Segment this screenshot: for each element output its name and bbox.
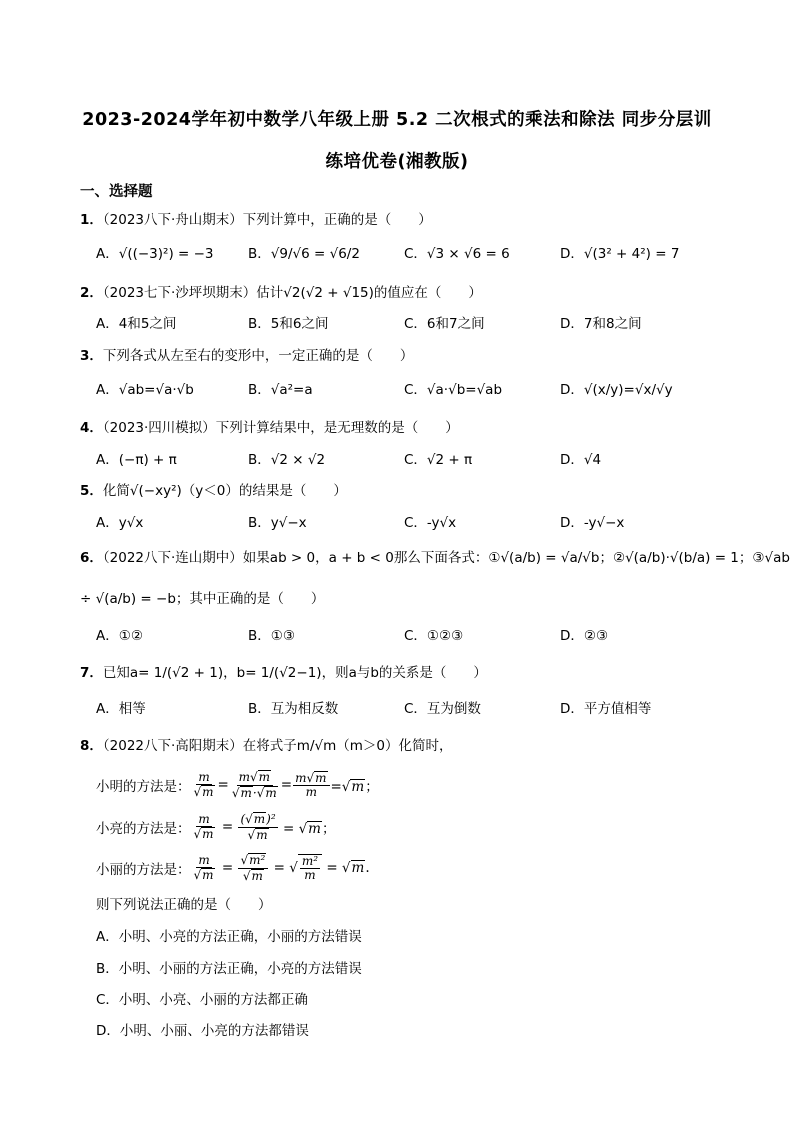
math-fraction: $\frac{\text{m²}}{m}$ [301,853,319,883]
question-stem: 下列各式从左至右的变形中，一定正确的是（ ） [102,348,414,364]
option-c: C．互为倒数 [404,701,481,717]
method-label: 小亮的方法是： [96,821,191,838]
question-stem: （2022八下·高阳期末）在将式子m/√m（m＞0）化简时， [102,738,453,754]
question-2 [80,281,482,301]
option-b: B．y√−x [248,515,307,531]
option-a: A．小明、小亮的方法正确，小丽的方法错误 [96,929,362,945]
math-fraction: $\frac{m√m}{m}$ [293,771,329,801]
question-7 [80,661,487,681]
method-label: 小丽的方法是： [96,862,191,879]
question-4 [80,416,459,436]
question-stem: （2022八下·连山期中）如果ab > 0，a + b < 0那么下面各式：①√(a/b) = √a/√b；②√(a/b)·√(b/a) = 1；③√ab [102,550,790,566]
method-xiaoming: 小明的方法是： $\frac{m}{√m}$ = $\frac{m√m}{√m\cdot√m}$ = $\frac{m√m}{m}$ =√m； [96,769,379,800]
math-fraction: $\frac{m}{√m}$ [193,769,214,800]
option-c: C．√2 + π [404,452,473,468]
question-number: 7． [80,665,103,681]
option-b: B．小明、小丽的方法正确，小亮的方法错误 [96,961,362,977]
option-d: D．7和8之间 [560,316,642,332]
question-stem: （2023七下·沙坪坝期末）估计√2(√2 + √15)的值应在（ ） [102,285,482,301]
option-a: A．相等 [96,701,146,717]
option-a: A．√ab=√a·√b [96,382,194,398]
option-d: D．小明、小丽、小亮的方法都错误 [96,1023,309,1039]
question-number: 4． [80,420,103,436]
option-d: D．√(x/y)=√x/√y [560,382,673,398]
math-fraction: $\frac{m}{√m}$ [193,852,214,883]
math-fraction: $\frac{\text{√m²}}{√m}$ [238,853,268,884]
question-stem: （2023·四川模拟）下列计算结果中，是无理数的是（ ） [102,420,459,436]
option-c: C．-y√x [404,515,457,531]
option-c: C．√3 × √6 = 6 [404,246,510,262]
math-fraction: $\frac{m√m}{√m\cdot√m}$ [231,770,277,800]
option-b: B．①③ [248,628,295,644]
question-stem: （2023八下·舟山期末）下列计算中，正确的是（ ） [102,212,432,228]
question-number: 6． [80,550,103,566]
question-8 [80,734,453,754]
option-a: A．√((−3)²) = −3 [96,246,214,262]
question-number: 8． [80,738,103,754]
question-5 [80,479,347,499]
option-c: C．小明、小亮、小丽的方法都正确 [96,992,308,1008]
option-b: B．√9/√6 = √6/2 [248,246,360,262]
question-6-continuation: ÷ √(a/b) = −b；其中正确的是（ ） [80,591,325,607]
option-b: B．互为相反数 [248,701,339,717]
question-6 [80,546,790,566]
document-title-line1: 2023-2024学年初中数学八年级上册 5.2 二次根式的乘法和除法 同步分层训 [82,110,712,130]
option-d: D．②③ [560,628,609,644]
question-8-ask: 则下列说法正确的是（ ） [96,897,272,913]
question-number: 1． [80,212,103,228]
math-fraction: $\frac{m}{√m}$ [193,811,214,842]
document-title-line2: 练培优卷(湘教版) [325,152,469,172]
option-d: D．平方值相等 [560,701,652,717]
option-c: C．√a·√b=√ab [404,382,503,398]
option-a: A．y√x [96,515,144,531]
option-d: D．√(3² + 4²) = 7 [560,246,680,262]
option-d: D．-y√−x [560,515,625,531]
question-number: 5． [80,483,103,499]
section-heading: 一、选择题 [80,184,153,200]
method-xiaoli: 小丽的方法是： $\frac{m}{√m}$ = $\frac{\text{√m²}}{√m}$ = √ $\frac{\text{m²}}{m}$ = √m. [96,852,370,883]
option-a: A．4和5之间 [96,316,177,332]
option-c: C．6和7之间 [404,316,485,332]
question-number: 2． [80,285,103,301]
option-c: C．①②③ [404,628,464,644]
option-b: B．5和6之间 [248,316,329,332]
question-stem: 化简√(−xy²)（y＜0）的结果是（ ） [102,483,347,499]
math-fraction: $\frac{\text{(√m)²}}{√m}$ [240,812,276,842]
option-a: A．(−π) + π [96,452,177,468]
option-b: B．√2 × √2 [248,452,326,468]
question-number: 3． [80,348,103,364]
option-a: A．①② [96,628,143,644]
method-xiaoliang: 小亮的方法是： $\frac{m}{√m}$ = $\frac{\text{(√m)²}}{√m}$ = √m； [96,811,336,842]
question-1 [80,208,432,228]
question-3 [80,344,413,364]
option-d: D．√4 [560,452,602,468]
question-stem: 已知a= 1/(√2 + 1)，b= 1/(√2−1)，则a与b的关系是（ ） [102,665,487,681]
method-label: 小明的方法是： [96,779,191,796]
option-b: B．√a²=a [248,382,313,398]
